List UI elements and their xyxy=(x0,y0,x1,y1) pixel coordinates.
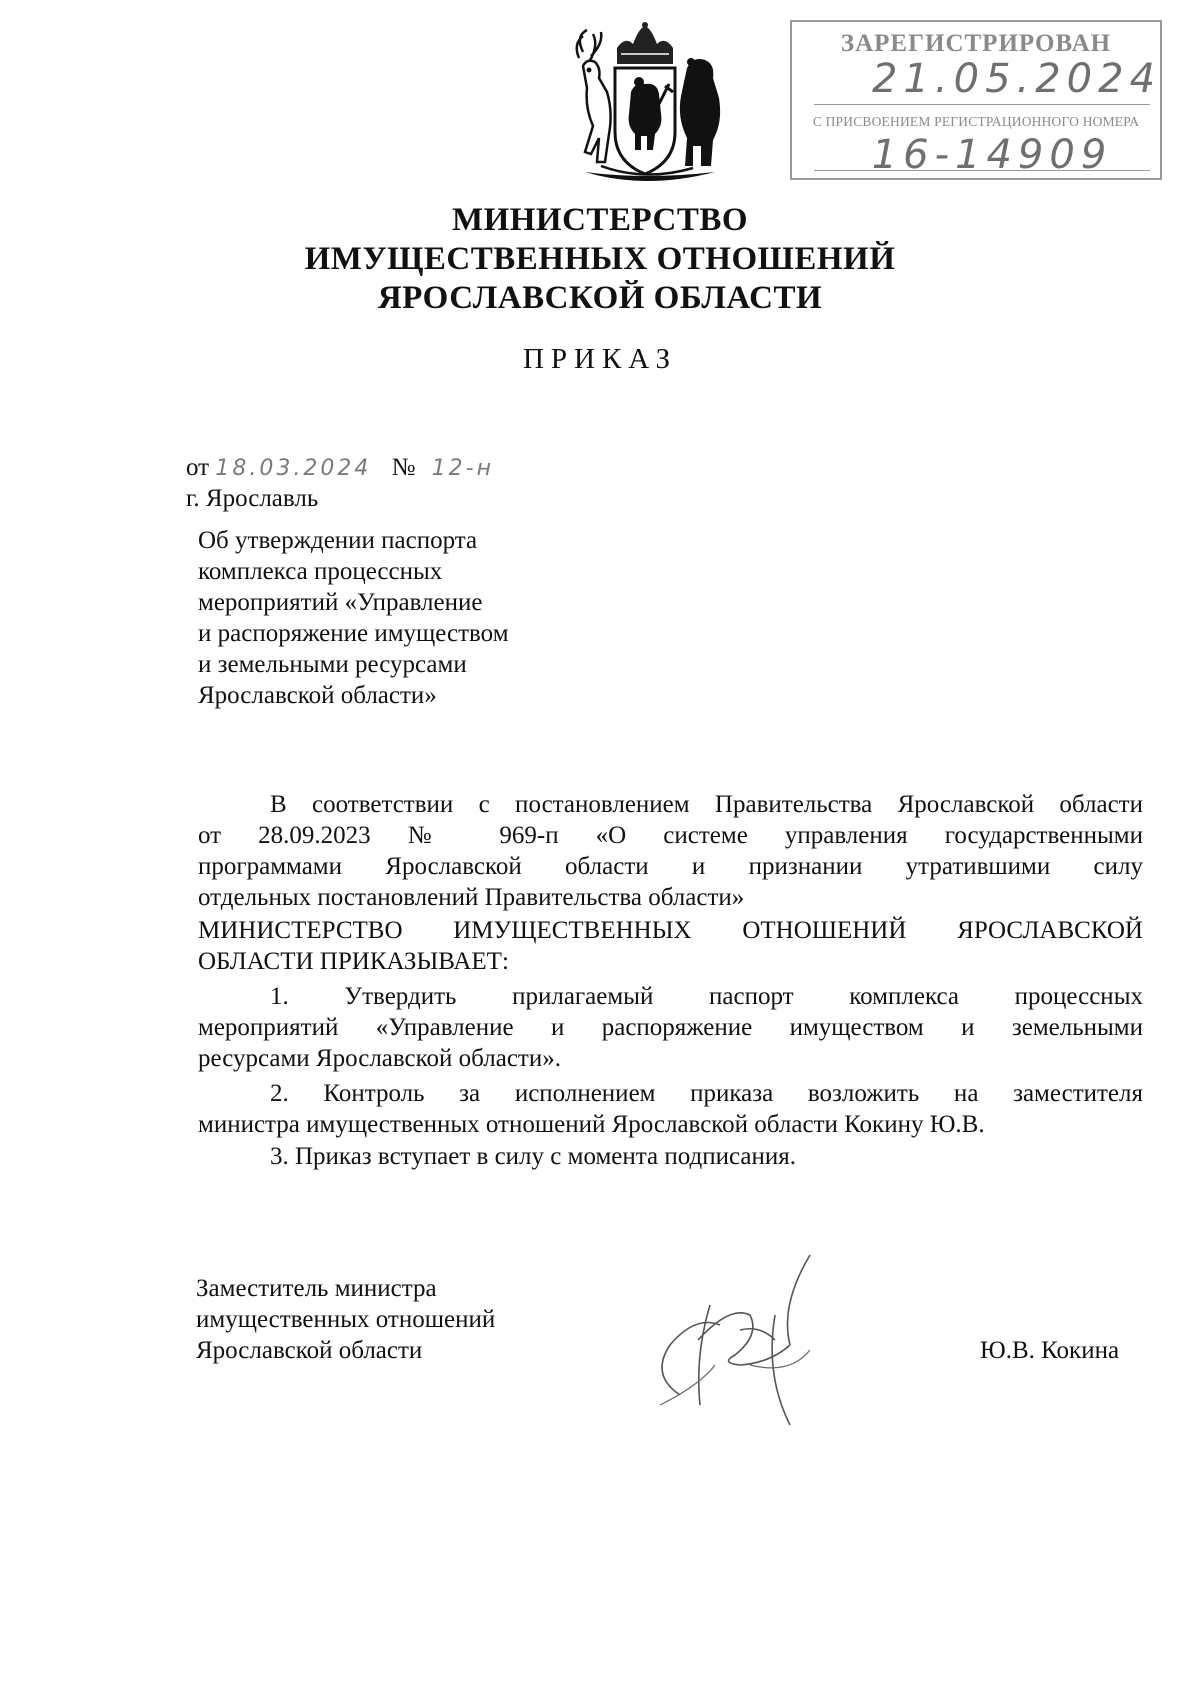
stamp-subtitle: С ПРИСВОЕНИЕМ РЕГИСТРАЦИОННОГО НОМЕРА xyxy=(812,114,1140,129)
order-date-handwritten: 18.03.2024 xyxy=(215,456,372,481)
subject-line: Об утверждении паспорта xyxy=(198,527,478,554)
coat-of-arms-emblem xyxy=(565,22,725,190)
registration-stamp xyxy=(790,20,1162,180)
paragraph-line: 1. Утвердить прилагаемый паспорт комплекса процессных xyxy=(270,983,1143,1010)
stamp-title: ЗАРЕГИСТРИРОВАН xyxy=(840,30,1112,57)
paragraph-line: 2. Контроль за исполнением приказа возложить на заместителя xyxy=(270,1080,1143,1107)
paragraph-line: отдельных постановлений Правительства области» xyxy=(198,884,745,911)
directive-heading xyxy=(198,915,1143,977)
order-city: г. Ярославль xyxy=(186,485,319,512)
paragraph-line: МИНИСТЕРСТВО ИМУЩЕСТВЕННЫХ ОТНОШЕНИЙ ЯРОСЛАВСКОЙ xyxy=(198,917,1143,944)
clause-3 xyxy=(198,1141,1143,1172)
stamp-registration-number: 16-14909 xyxy=(871,132,1113,178)
clause-2 xyxy=(198,1078,1143,1140)
signatory-title-line: Ярославской области xyxy=(196,1337,423,1364)
preamble-paragraph xyxy=(198,789,1143,913)
signatory-name: Ю.В. Кокина xyxy=(980,1337,1120,1364)
order-date-number-line xyxy=(186,452,494,484)
paragraph-line: ОБЛАСТИ ПРИКАЗЫВАЕТ: xyxy=(198,948,509,975)
subject-line: комплекса процессных xyxy=(198,558,443,585)
org-name-line-2: ИМУЩЕСТВЕННЫХ ОТНОШЕНИЙ xyxy=(304,241,896,277)
paragraph-line: мероприятий «Управление и распоряжение имуществом и земельными xyxy=(198,1014,1143,1041)
order-number-handwritten: 12-н xyxy=(431,456,495,481)
subject-line: и распоряжение имуществом xyxy=(198,620,509,647)
paragraph-line: от 28.09.2023 № 969-п «О системе управления государственными xyxy=(198,822,1143,849)
paragraph-line: В соответствии с постановлением Правительства Ярославской области xyxy=(270,791,1143,818)
signatory-title-line: Заместитель министра xyxy=(196,1275,437,1302)
stamp-divider xyxy=(814,170,1150,171)
signatory-title xyxy=(196,1273,495,1366)
clause-1 xyxy=(198,981,1143,1074)
subject-line: мероприятий «Управление xyxy=(198,589,483,616)
date-prefix: от xyxy=(186,454,210,481)
paragraph-line: программами Ярославской области и признании утратившими силу xyxy=(198,853,1143,880)
stamp-divider xyxy=(814,104,1150,105)
number-sign: № xyxy=(391,454,416,481)
paragraph-line: ресурсами Ярославской области». xyxy=(198,1045,561,1072)
subject-line: и земельными ресурсами xyxy=(198,651,467,678)
paragraph-line: министра имущественных отношений Ярославской области Кокину Ю.В. xyxy=(198,1111,985,1138)
document-type-heading: ПРИКАЗ xyxy=(522,343,678,375)
org-name-line-3: ЯРОСЛАВСКОЙ ОБЛАСТИ xyxy=(377,280,823,316)
signatory-title-line: имущественных отношений xyxy=(196,1306,496,1333)
paragraph-line: 3. Приказ вступает в силу с момента подписания. xyxy=(270,1143,796,1170)
handwritten-signature xyxy=(640,1245,835,1445)
order-subject xyxy=(198,525,598,711)
subject-line: Ярославской области» xyxy=(198,682,437,709)
stamp-registration-date: 21.05.2024 xyxy=(872,56,1162,102)
org-name-line-1: МИНИСТЕРСТВО xyxy=(451,202,749,238)
